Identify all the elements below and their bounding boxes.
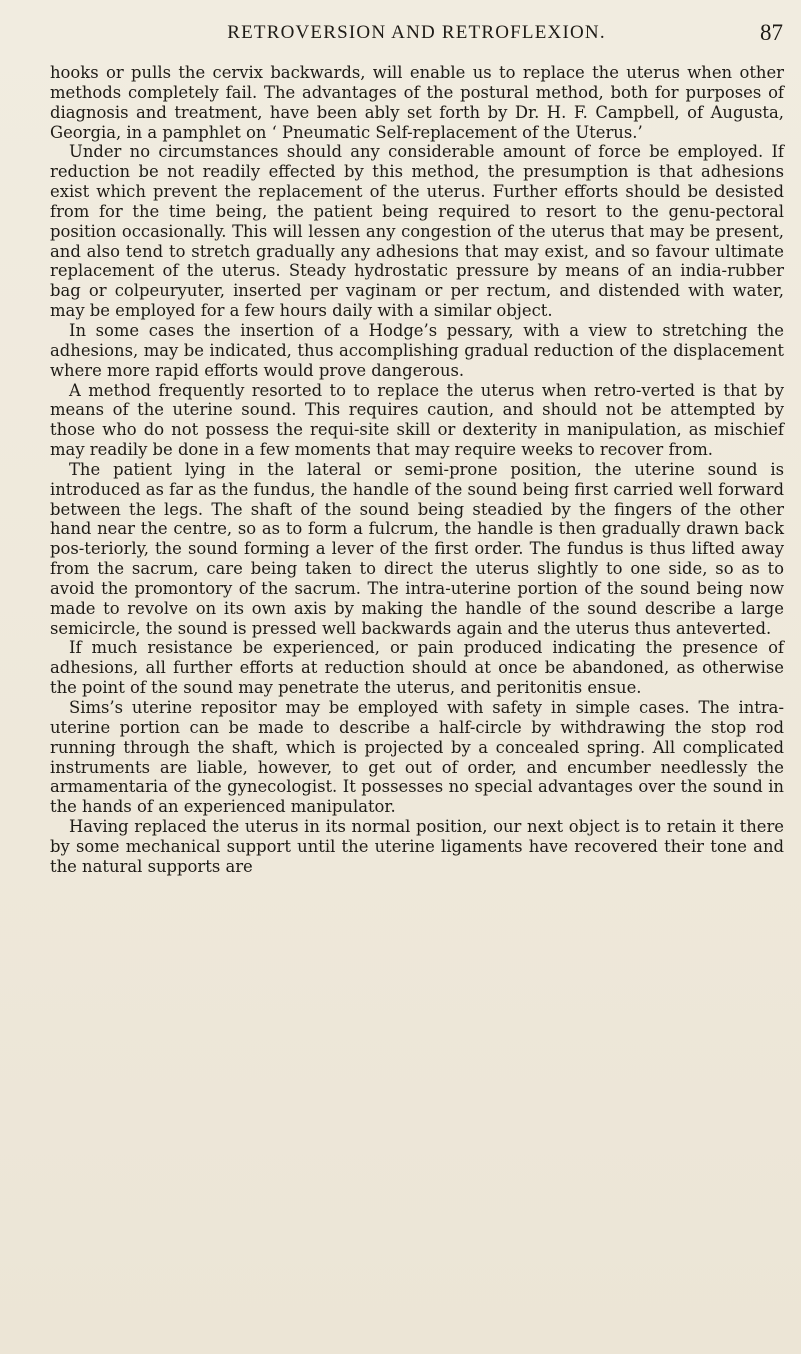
paragraph: hooks or pulls the cervix backwards, will enable us to replace the uterus when other methods completely fail. The advantages of the postural method, both for purposes of diagnosis and treatment, have been ably set forth by Dr. H. F. Campbell, of Augusta, Georgia, in a pamphlet on ‘ Pneumatic Self-replacement of the Uterus.’ [50, 63, 784, 142]
paragraph: If much resistance be experienced, or pain produced indicating the presence of adhesions, all further efforts at reduction should at once be abandoned, as otherwise the point of the sound may penetrate the uterus, and peritonitis ensue. [50, 638, 784, 698]
paragraph: Under no circumstances should any considerable amount of force be employed. If reduction be not readily effected by this method, the presumption is that adhesions exist which prevent the replacement of the uterus. Further efforts should be desisted from for the time being, the patient being required to resort to the genu-pectoral position occasionally. This will lessen any congestion of the uterus that may be present, and also tend to stretch gradually any adhesions that may exist, and so favour ultimate replacement of the uterus. Steady hydrostatic pressure by means of an india-rubber bag or colpeuryuter, inserted per vaginam or per rectum, and distended with water, may be employed for a few hours daily with a similar object. [50, 142, 784, 321]
running-title: RETROVERSION AND RETROFLEXION. [227, 22, 606, 43]
paragraph: Sims’s uterine repositor may be employed with safety in simple cases. The intra-uterine portion can be made to describe a half-circle by withdrawing the stop rod running through the shaft, which is projected by a concealed spring. All complicated instruments are liable, however, to get out of order, and encumber needlessly the armamentaria of the gynecologist. It possesses no special advantages over the sound in the hands of an experienced manipulator. [50, 698, 784, 817]
page-number: 87 [760, 20, 783, 45]
paragraph: The patient lying in the lateral or semi-prone position, the uterine sound is introduced as far as the fundus, the handle of the sound being first carried well forward between the legs. The shaft of the sound being steadied by the fingers of the other hand near the centre, so as to form a fulcrum, the handle is then gradually drawn back pos-teriorly, the sound forming a lever of the first order. The fundus is thus lifted away from the sacrum, care being taken to direct the uterus slightly to one side, so as to avoid the promontory of the sacrum. The intra-uterine portion of the sound being now made to revolve on its own axis by making the handle of the sound describe a large semicircle, the sound is pressed well backwards again and the uterus thus anteverted. [50, 459, 784, 638]
running-header [50, 22, 783, 52]
paragraph: In some cases the insertion of a Hodge’s pessary, with a view to stretching the adhesions, may be indicated, thus accomplishing gradual reduction of the displacement where more rapid efforts would prove dangerous. [50, 320, 784, 380]
body-text [50, 63, 784, 877]
paragraph: A method frequently resorted to to replace the uterus when retro-verted is that by means of the uterine sound. This requires caution, and should not be attempted by those who do not possess the requi-site skill or dexterity in manipulation, as mischief may readily be done in a few moments that may require weeks to recover from. [50, 380, 784, 460]
paragraph: Having replaced the uterus in its normal position, our next object is to retain it there by some mechanical support until the uterine ligaments have recovered their tone and the natural supports are [50, 817, 784, 876]
